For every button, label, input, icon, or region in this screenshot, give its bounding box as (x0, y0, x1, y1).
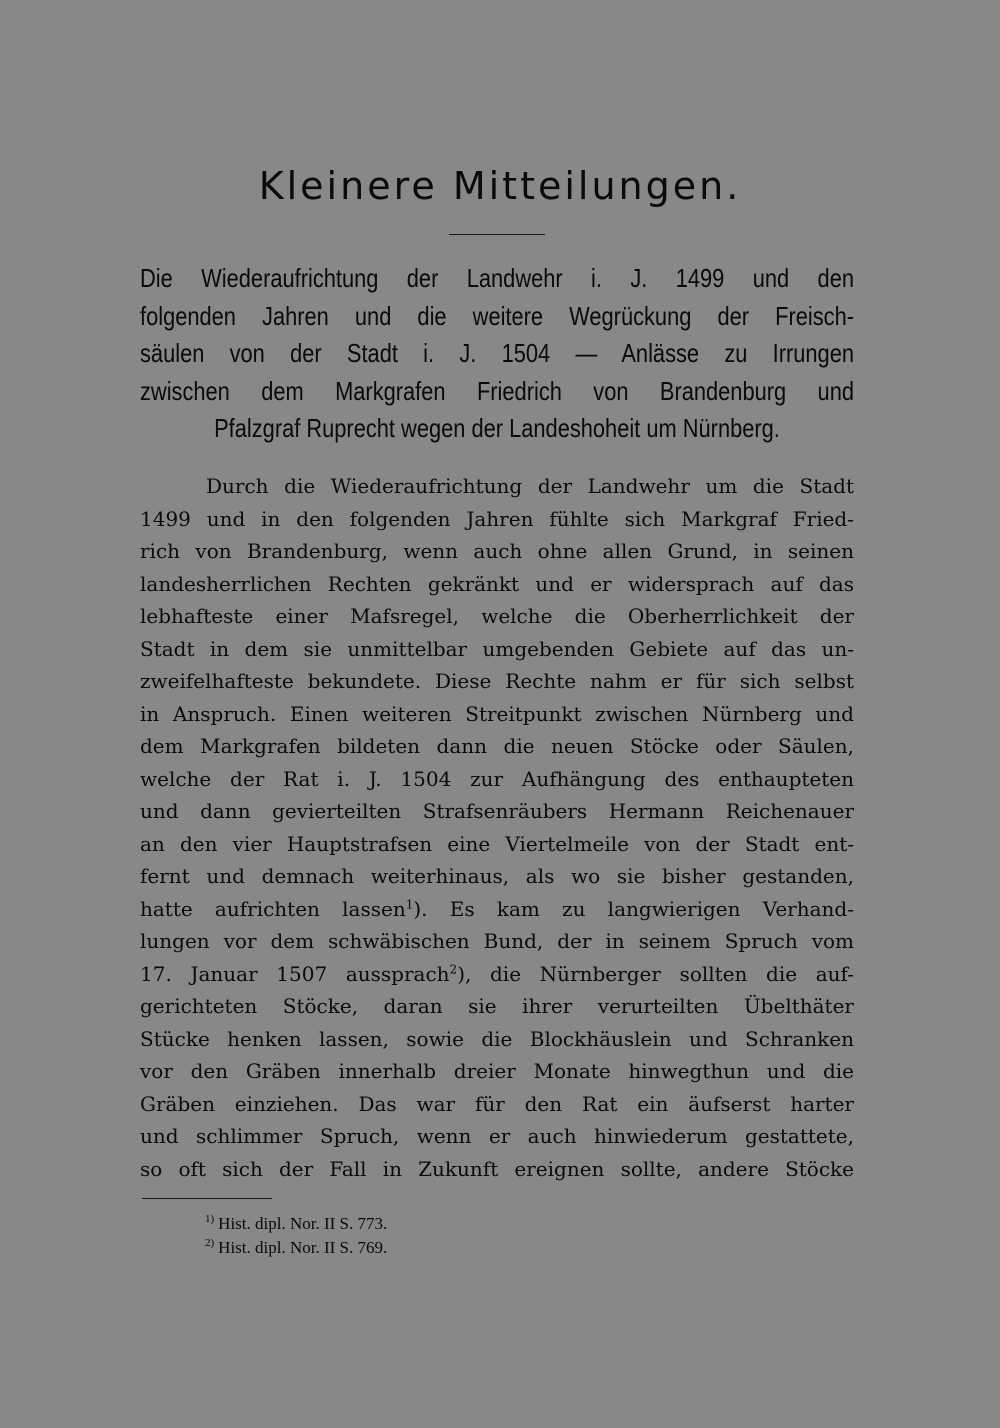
footnotes (205, 1212, 387, 1260)
body-line (140, 893, 854, 926)
footnote-text: Hist. dipl. Nor. II S. 769. (218, 1238, 388, 1257)
heading-line: folgenden Jahren und die weitere Wegrückung der Freisch- (140, 300, 854, 331)
body-line: gerichteten Stöcke, daran sie ihrer verurteilten Übelthäter (140, 994, 854, 1018)
body-line: in Anspruch. Einen weiteren Streitpunkt zwischen Nürnberg und (140, 701, 854, 726)
body-line: so oft sich der Fall in Zukunft ereignen sollte, andere Stöcke (140, 1156, 854, 1181)
body-line-part: 17. Januar 1507 aussprach (140, 961, 450, 986)
body-line: Stücke henken lassen, sowie die Blockhäuslein und Schranken (140, 1026, 854, 1051)
body-line: fernt und demnach weiterhinaus, als wo sie bisher gestanden, (140, 864, 854, 888)
footnote-text: Hist. dipl. Nor. II S. 773. (218, 1214, 388, 1233)
footnote-mark: 1) (205, 1213, 215, 1226)
body-line: lebhafteste einer Mafsregel, welche die Oberherrlichkeit der (140, 604, 854, 628)
body-line: an den vier Hauptstrafsen eine Viertelmeile von der Stadt ent- (140, 831, 854, 856)
heading-line: zwischen dem Markgrafen Friedrich von Brandenburg und (140, 375, 854, 406)
body-line-part: ). Es kam zu langwierigen Verhand- (413, 896, 854, 921)
footnote-2 (205, 1236, 387, 1260)
title-divider (449, 234, 545, 235)
body-line: zweifelhafteste bekundete. Diese Rechte nahm er für sich selbst (140, 669, 854, 693)
body-line: und schlimmer Spruch, wenn er auch hinwiederum gestattete, (140, 1124, 854, 1148)
body-line: Durch die Wiederaufrichtung der Landwehr um die Stadt (206, 474, 854, 498)
body-line: vor den Gräben innerhalb dreier Monate hinwegthun und die (140, 1059, 854, 1083)
body-line: Gräben einziehen. Das war für den Rat ein äufserst harter (140, 1091, 854, 1116)
body-line: 1499 und in den folgenden Jahren fühlte sich Markgraf Fried- (140, 506, 854, 531)
body-line: lungen vor dem schwäbischen Bund, der in seinem Spruch vom (140, 929, 854, 953)
body-line: welche der Rat i. J. 1504 zur Aufhängung des enthaupteten (140, 766, 854, 791)
heading-line: Pfalzgraf Ruprecht wegen der Landeshoheit um Nürnberg. (214, 413, 780, 443)
body-line: Stadt in dem sie unmittelbar umgebenden Gebiete auf das un- (140, 636, 854, 661)
heading-line: säulen von der Stadt i. J. 1504 — Anlässe zu Irrungen (140, 338, 854, 368)
heading-line: Die Wiederaufrichtung der Landwehr i. J. 1499 und den (140, 263, 854, 293)
body-line: dem Markgrafen bildeten dann die neuen Stöcke oder Säulen, (140, 734, 854, 758)
footnote-mark: 2) (205, 1237, 215, 1250)
footnote-divider (142, 1198, 272, 1199)
footnote-ref-1[interactable]: 1 (405, 896, 414, 911)
body-line-part: ), die Nürnberger sollten die auf- (457, 961, 854, 986)
body-line: landesherrlichen Rechten gekränkt und er widersprach auf das (140, 571, 854, 596)
body-paragraph (140, 470, 854, 1185)
section-title: Kleinere Mitteilungen. (258, 164, 742, 208)
body-line: rich von Brandenburg, wenn auch ohne allen Grund, in seinen (140, 539, 854, 563)
body-line: und dann gevierteilten Strafsenräubers Hermann Reichenauer (140, 799, 854, 823)
footnote-ref-2[interactable]: 2 (449, 961, 458, 976)
body-line (140, 958, 854, 991)
article-heading (140, 260, 854, 448)
body-line-part: hatte aufrichten lassen (140, 896, 406, 921)
footnote-1 (205, 1212, 387, 1236)
